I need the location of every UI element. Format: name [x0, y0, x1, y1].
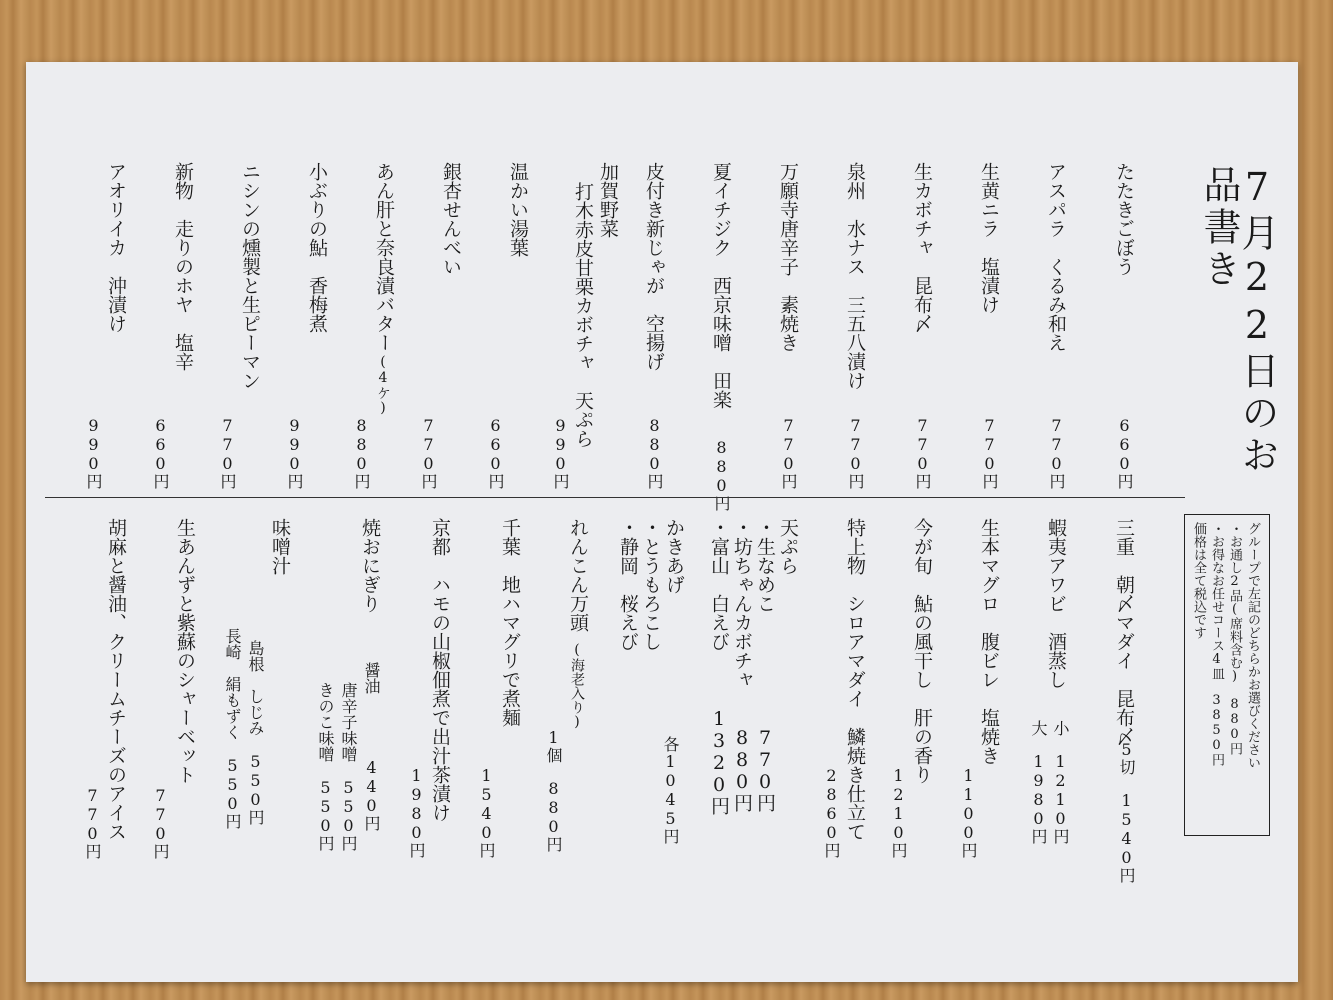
menu-item-price: 990円: [551, 416, 570, 489]
menu-item-price: 1540円: [477, 766, 496, 858]
page-title: 7月22日のお品書き: [1197, 165, 1279, 477]
menu-item-name: 千葉 地ハマグリで煮麺: [499, 518, 521, 727]
menu-item-name: 夏イチジク 西京味噌 田楽: [710, 162, 732, 409]
menu-item-name: 銀杏せんべい: [440, 162, 462, 276]
menu-item-name: 泉州 水ナス 三五八漬け: [844, 162, 866, 390]
menu-item-price: 1個 880円: [544, 728, 563, 852]
menu-item-name: 京都 ハモの山椒佃煮で出汁茶漬け: [429, 518, 451, 822]
menu-item-price: 醤油 440円: [362, 662, 381, 831]
menu-item-name: ・坊ちゃんカボチャ 880円: [731, 518, 753, 812]
menu-item-price: 770円: [779, 416, 798, 489]
menu-item-name: 味噌汁: [269, 518, 291, 575]
menu-item-price: 880円: [712, 438, 731, 511]
section-divider: [45, 497, 1185, 498]
menu-item-name: たたきごぼう: [1113, 162, 1135, 276]
menu-item-name: 生黄ニラ 塩漬け: [978, 162, 1000, 314]
menu-item-name: ニシンの燻製と生ピーマン: [239, 162, 261, 390]
menu-item-name: 生カボチャ 昆布〆: [911, 162, 933, 333]
notes-line: ・お通し2品(席料含む) 880円: [1227, 522, 1242, 755]
menu-item-price: 770円: [151, 786, 170, 859]
menu-item-name: れんこん万頭: [567, 518, 589, 632]
menu-item-price: 1210円: [889, 766, 908, 858]
menu-item-name: 加賀野菜: [597, 162, 619, 238]
menu-item-price: 770円: [846, 416, 865, 489]
menu-item-price: 各1045円: [661, 736, 680, 844]
menu-item-price: 660円: [486, 416, 505, 489]
menu-item-price: 小 1210円: [1051, 720, 1070, 844]
menu-item-name: 焼おにぎり: [359, 518, 381, 613]
menu-item-name: 万願寺唐辛子 素焼き: [777, 162, 799, 352]
menu-item-name: ・静岡 桜えび: [617, 518, 639, 651]
menu-item-name: 蝦夷アワビ 酒蒸し: [1045, 518, 1067, 689]
menu-item-price: 5切 1540円: [1117, 740, 1136, 883]
menu-item-price: きのこ味噌 550円: [316, 682, 335, 851]
menu-item-name-line2: 打木赤皮甘栗カボチャ 天ぷら: [572, 182, 594, 448]
menu-item-price: 770円: [913, 416, 932, 489]
menu-item-price: 880円: [352, 416, 371, 489]
menu-item-name: 生あんずと紫蘇のシャーベット: [174, 518, 196, 784]
menu-item-price: 1980円: [407, 766, 426, 858]
menu-item-price: 770円: [1047, 416, 1066, 489]
menu-item-name: 新物 走りのホヤ 塩辛: [172, 162, 194, 371]
menu-item-price: 990円: [84, 416, 103, 489]
menu-item-price: 770円: [419, 416, 438, 489]
menu-item-name: あん肝と奈良漬バター: [373, 162, 395, 352]
menu-item-price: 660円: [1115, 416, 1134, 489]
notes-line: 価格は全て税込です: [1191, 522, 1206, 639]
menu-item-price: 660円: [151, 416, 170, 489]
notes-line: グループで左記のどちらかお選びください: [1245, 522, 1260, 769]
menu-item-note: (4ケ): [375, 354, 391, 416]
menu-item-name: 小ぶりの鮎 香梅煮: [306, 162, 328, 333]
menu-item-price: 唐辛子味噌 550円: [339, 682, 358, 851]
menu-item-name: 皮付き新じゃが 空揚げ: [643, 162, 665, 371]
menu-item-name: 温かい湯葉: [507, 162, 529, 257]
menu-item-name: 胡麻と醤油、クリームチーズのアイス: [105, 518, 127, 841]
notes-line: ・お得なお任せコース4皿 3850円: [1209, 522, 1224, 766]
menu-item-price: 2860円: [822, 766, 841, 858]
menu-item-name: 今が旬 鮎の風干し 肝の香り: [911, 518, 933, 784]
menu-item-price: 770円: [980, 416, 999, 489]
menu-item-name: 天ぷら: [777, 518, 799, 575]
menu-item-price: 770円: [83, 786, 102, 859]
menu-item-price: 島根 しじみ 550円: [246, 640, 265, 825]
menu-item-name: アオリイカ 沖漬け: [105, 162, 127, 333]
menu-item-name: ・生なめこ 770円: [754, 518, 776, 812]
menu-item-price: 1100円: [959, 766, 978, 858]
menu-item-name: アスパラ くるみ和え: [1045, 162, 1067, 352]
menu-item-price: 990円: [285, 416, 304, 489]
menu-item-name: 特上物 シロアマダイ 鱗焼き仕立て: [844, 518, 866, 841]
menu-item-name: ・富山 白えび 1320円: [708, 518, 730, 815]
menu-item-note: (海老入り): [569, 642, 585, 730]
menu-item-name: ・とうもろこし: [640, 518, 662, 651]
menu-item-name: 生本マグロ 腹ビレ 塩焼き: [978, 518, 1000, 765]
menu-item-name: かきあげ: [663, 518, 685, 594]
menu-item-name: 三重 朝〆マダイ 昆布〆: [1113, 518, 1135, 746]
menu-item-price: 770円: [218, 416, 237, 489]
menu-item-price: 880円: [645, 416, 664, 489]
menu-item-price: 長崎 絹もずく 550円: [223, 628, 242, 829]
menu-item-price: 大 1980円: [1029, 720, 1048, 844]
